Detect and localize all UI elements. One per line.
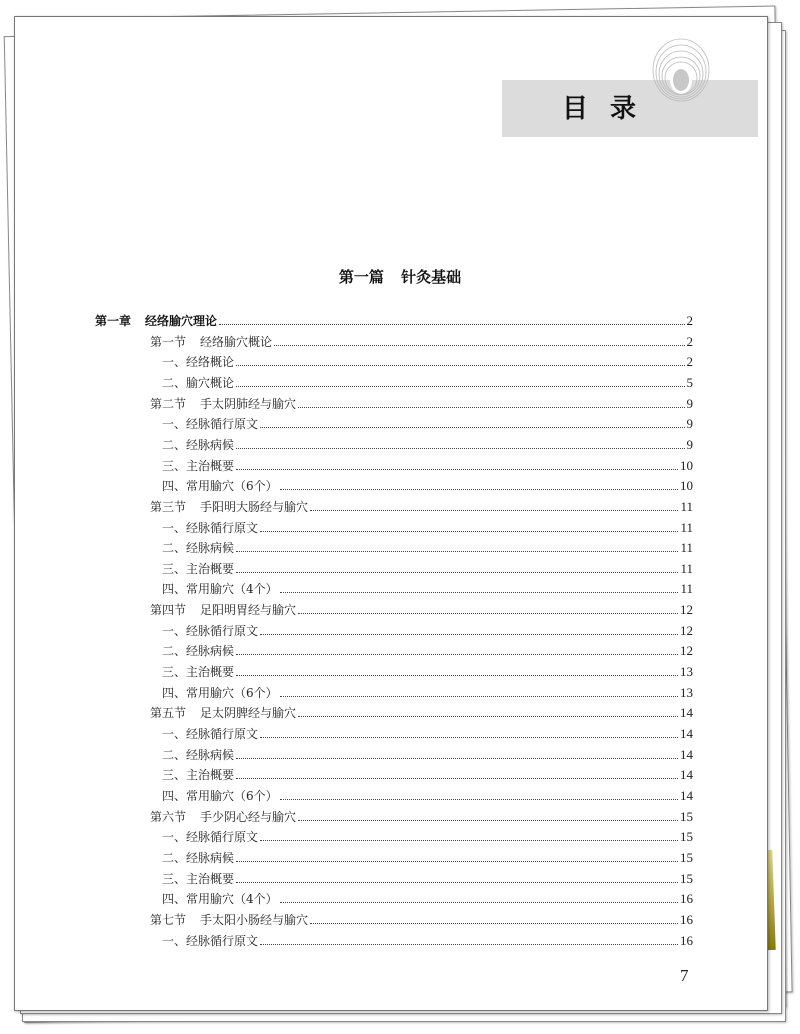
entry-title: 一、经脉循行原文: [162, 830, 259, 845]
dot-leader: [236, 882, 678, 883]
toc-section-entry[interactable]: [150, 908, 693, 928]
toc-item-entry[interactable]: [162, 763, 693, 783]
entry-title: 一、经脉循行原文: [162, 623, 259, 638]
entry-title: 一、经脉循行原文: [162, 520, 259, 535]
toc-section-entry[interactable]: [150, 392, 693, 412]
entry-page-number: 11: [680, 560, 693, 576]
entry-title: 手阳明大肠经与腧穴: [200, 499, 309, 514]
entry-title: 四、常用腧穴（4个）: [162, 892, 278, 907]
toc-item-entry[interactable]: [162, 825, 693, 845]
page-title: 目录: [562, 94, 659, 124]
dot-leader: [310, 923, 678, 924]
dot-leader: [260, 531, 678, 532]
entry-number: 第四节: [150, 603, 187, 618]
toc-item-entry[interactable]: [162, 577, 693, 597]
dot-leader: [298, 407, 684, 408]
dot-leader: [260, 634, 678, 635]
dot-leader: [280, 592, 679, 593]
entry-title: 足太阴脾经与腧穴: [200, 706, 297, 721]
entry-title: 四、常用腧穴（4个）: [162, 582, 278, 597]
entry-page-number: 2: [686, 313, 693, 328]
entry-title: 三、主治概要: [162, 768, 235, 783]
entry-title: 三、主治概要: [162, 871, 235, 886]
entry-title: 足阳明胃经与腧穴: [200, 603, 297, 618]
part-title: 针灸基础: [401, 268, 462, 286]
entry-page-number: 16: [680, 911, 693, 927]
toc-item-entry[interactable]: [162, 929, 693, 949]
dot-leader: [298, 613, 678, 614]
part-number: 第一篇: [338, 268, 384, 286]
toc-item-entry[interactable]: [162, 784, 693, 804]
entry-title: 二、腧穴概论: [162, 375, 235, 390]
entry-number: 第一章: [95, 314, 132, 328]
entry-page-number: 13: [680, 684, 693, 700]
entry-title: 二、经脉病候: [162, 850, 235, 865]
toc-item-entry[interactable]: [162, 887, 693, 907]
entry-page-number: 11: [680, 519, 693, 535]
entry-page-number: 12: [680, 643, 693, 659]
toc-item-entry[interactable]: [162, 474, 693, 494]
dot-leader: [219, 324, 684, 325]
toc-item-entry[interactable]: [162, 660, 693, 680]
entry-title: 二、经脉病候: [162, 437, 235, 452]
entry-title: 四、常用腧穴（6个）: [162, 685, 278, 700]
entry-page-number: 15: [680, 829, 693, 845]
entry-page-number: 5: [686, 374, 693, 390]
dot-leader: [236, 551, 678, 552]
dot-leader: [260, 944, 678, 945]
entry-page-number: 9: [686, 395, 693, 411]
entry-title: 三、主治概要: [162, 665, 235, 680]
entry-title: 四、常用腧穴（6个）: [162, 788, 278, 803]
toc-item-entry[interactable]: [162, 350, 693, 370]
dot-leader: [260, 737, 678, 738]
entry-number: 第一节: [150, 334, 187, 349]
page-number: 7: [680, 966, 689, 985]
toc-item-entry[interactable]: [162, 371, 693, 391]
dot-leader: [280, 696, 678, 697]
dot-leader: [274, 345, 684, 346]
entry-title: 四、常用腧穴（6个）: [162, 479, 278, 494]
toc-item-entry[interactable]: [162, 681, 693, 701]
toc-chapter-entry[interactable]: [95, 309, 693, 329]
dot-leader: [236, 675, 678, 676]
dot-leader: [280, 799, 678, 800]
entry-page-number: 10: [680, 478, 693, 494]
dot-leader: [236, 386, 684, 387]
dot-leader: [280, 902, 678, 903]
entry-number: 第七节: [150, 912, 187, 927]
toc-item-entry[interactable]: [162, 722, 693, 742]
toc-item-entry[interactable]: [162, 536, 693, 556]
entry-title: 手太阴肺经与腧穴: [200, 396, 297, 411]
entry-page-number: 11: [680, 540, 693, 556]
entry-title: 手少阴心经与腧穴: [200, 809, 297, 824]
entry-title: 二、经脉病候: [162, 541, 235, 556]
dot-leader: [236, 469, 678, 470]
dot-leader: [236, 654, 678, 655]
entry-page-number: 14: [680, 705, 693, 721]
dot-leader: [236, 758, 678, 759]
entry-page-number: 10: [680, 457, 693, 473]
entry-page-number: 14: [680, 767, 693, 783]
dot-leader: [260, 427, 684, 428]
entry-number: 第六节: [150, 809, 187, 824]
toc-item-entry[interactable]: [162, 846, 693, 866]
entry-page-number: 11: [680, 581, 693, 597]
entry-number: 第五节: [150, 706, 187, 721]
entry-title: 一、经脉循行原文: [162, 417, 259, 432]
entry-page-number: 14: [680, 726, 693, 741]
entry-number: 第三节: [150, 499, 187, 514]
dot-leader: [236, 365, 684, 366]
entry-page-number: 14: [680, 746, 693, 762]
toc-item-entry[interactable]: [162, 867, 693, 887]
entry-page-number: 15: [680, 808, 693, 824]
entry-page-number: 15: [680, 849, 693, 865]
entry-title: 二、经脉病候: [162, 747, 235, 762]
entry-page-number: 2: [686, 333, 693, 349]
toc-section-entry[interactable]: [150, 330, 693, 350]
dot-leader: [260, 840, 678, 841]
toc-item-entry[interactable]: [162, 639, 693, 659]
dot-leader: [298, 716, 678, 717]
entry-number: 第二节: [150, 396, 187, 411]
toc-section-entry[interactable]: [150, 805, 693, 825]
entry-title: 三、主治概要: [162, 561, 235, 576]
dot-leader: [236, 861, 678, 862]
toc-item-entry[interactable]: [162, 516, 693, 536]
toc-section-entry[interactable]: [150, 495, 693, 515]
toc-section-entry[interactable]: [150, 701, 693, 721]
toc-item-entry[interactable]: [162, 619, 693, 639]
entry-title: 经络腧穴概论: [200, 334, 273, 349]
dot-leader: [298, 820, 678, 821]
entry-page-number: 15: [680, 870, 693, 886]
concentric-rings-decoration: [652, 38, 710, 102]
toc-section-entry[interactable]: [150, 598, 693, 618]
part-heading: [0, 266, 800, 287]
dot-leader: [236, 572, 678, 573]
entry-page-number: 9: [686, 416, 693, 432]
toc-item-entry[interactable]: [162, 433, 693, 453]
entry-page-number: 16: [680, 932, 693, 948]
entry-title: 一、经脉循行原文: [162, 727, 259, 741]
entry-page-number: 14: [680, 787, 693, 803]
dot-leader: [236, 448, 684, 449]
entry-page-number: 2: [686, 354, 693, 370]
entry-title: 二、经脉病候: [162, 644, 235, 659]
entry-title: 一、经脉循行原文: [162, 933, 259, 948]
entry-title: 经络腧穴理论: [145, 314, 218, 328]
entry-page-number: 13: [680, 664, 693, 680]
dot-leader: [280, 489, 678, 490]
dot-leader: [310, 510, 678, 511]
entry-title: 三、主治概要: [162, 458, 235, 473]
entry-page-number: 9: [686, 436, 693, 452]
entry-page-number: 12: [680, 622, 693, 638]
toc-item-entry[interactable]: [162, 557, 693, 577]
entry-title: 一、经络概论: [162, 355, 235, 370]
entry-page-number: 12: [680, 602, 693, 618]
entry-page-number: 11: [680, 498, 693, 514]
dot-leader: [236, 778, 678, 779]
toc-item-entry[interactable]: [162, 743, 693, 763]
entry-title: 手太阳小肠经与腧穴: [200, 912, 309, 927]
toc-item-entry[interactable]: [162, 412, 693, 432]
toc-item-entry[interactable]: [162, 454, 693, 474]
entry-page-number: 16: [680, 891, 693, 907]
